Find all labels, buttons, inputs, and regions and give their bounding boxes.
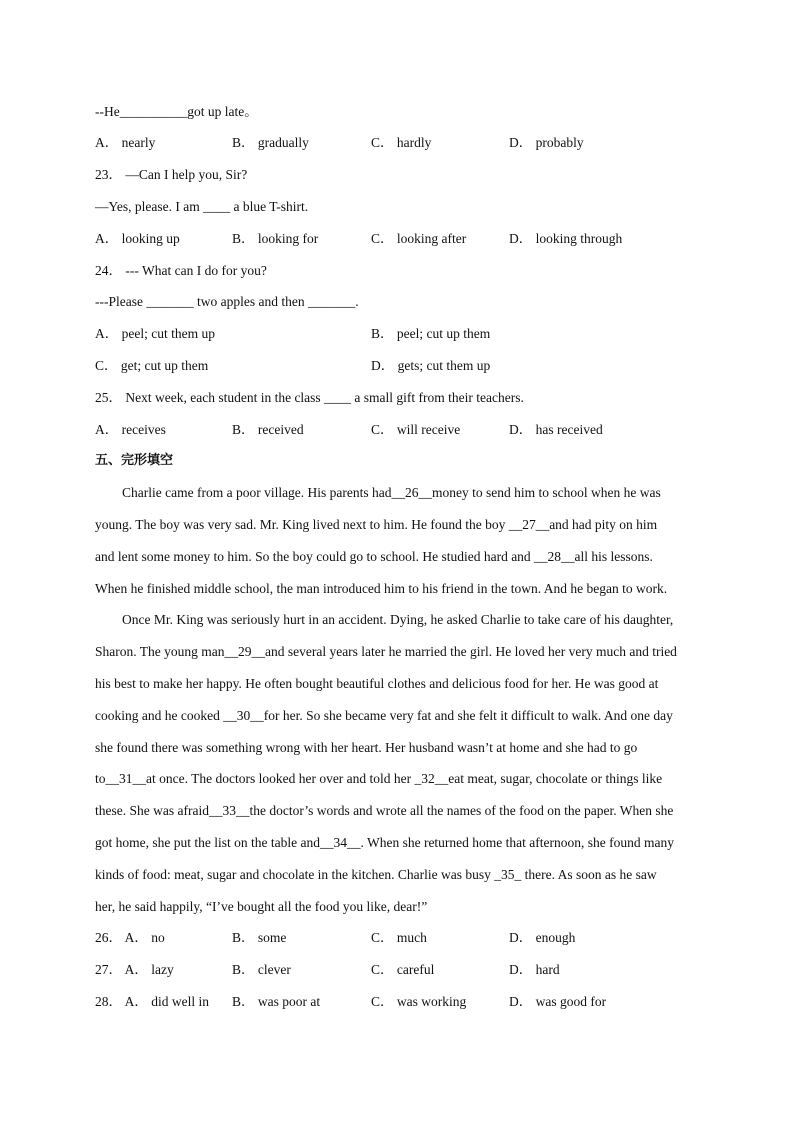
q24-option-c: C． get; cut up them	[95, 358, 209, 373]
passage-line: these. She was afraid__33__the doctor’s words and wrote all the names of the food on the paper. When she	[95, 803, 674, 818]
passage-line: Charlie came from a poor village. His parents had__26__money to send him to school when he was	[122, 485, 661, 500]
passage-line: her, he said happily, “I’ve bought all the food you like, dear!”	[95, 899, 428, 914]
q23-stem-2: —Yes, please. I am ____ a blue T-shirt.	[95, 199, 309, 214]
q23-stem-1: 23． —Can I help you, Sir?	[95, 167, 248, 182]
q23-option-d: D． looking through	[509, 231, 623, 246]
q24-option-b: B． peel; cut up them	[371, 326, 491, 341]
q23-option-b: B． looking for	[232, 231, 319, 246]
passage-line: to__31__at once. The doctors looked her over and told her _32__eat meat, sugar, chocolate or things like	[95, 771, 663, 786]
q24-stem-1: 24． --- What can I do for you?	[95, 263, 267, 278]
passage-line: got home, she put the list on the table and__34__. When she returned home that afternoon, she found many	[95, 835, 674, 850]
q22-option-a: A． nearly	[95, 135, 156, 150]
q28-option-c: C． was working	[371, 994, 467, 1009]
q25-stem: 25． Next week, each student in the class ____ a small gift from their teachers.	[95, 390, 524, 405]
passage-line: Sharon. The young man__29__and several years later he married the girl. He loved her very much and tried	[95, 644, 677, 659]
passage-line: his best to make her happy. He often bought beautiful clothes and delicious food for her. He was good at	[95, 676, 659, 691]
q26-option-c: C． much	[371, 930, 427, 945]
passage-line: young. The boy was very sad. Mr. King lived next to him. He found the boy __27__and had pity on him	[95, 517, 658, 532]
passage-line: kinds of food: meat, sugar and chocolate in the kitchen. Charlie was busy _35_ there. As soon as he saw	[95, 867, 657, 882]
q26-option-b: B． some	[232, 930, 287, 945]
q22-option-c: C． hardly	[371, 135, 432, 150]
passage-line: Once Mr. King was seriously hurt in an accident. Dying, he asked Charlie to take care of his daughter,	[122, 612, 674, 627]
q25-option-b: B． received	[232, 422, 304, 437]
q24-stem-2: ---Please _______ two apples and then _______.	[95, 294, 359, 309]
q22-option-b: B． gradually	[232, 135, 309, 150]
q28-option-d: D． was good for	[509, 994, 607, 1009]
q25-option-d: D． has received	[509, 422, 603, 437]
q27-option-d: D． hard	[509, 962, 560, 977]
passage-line: and lent some money to him. So the boy could go to school. He studied hard and __28__all his lessons.	[95, 549, 653, 564]
q27-option-b: B． clever	[232, 962, 291, 977]
q24-option-d: D． gets; cut them up	[371, 358, 491, 373]
passage-line: cooking and he cooked __30__for her. So she became very fat and she felt it difficult to walk. And one day	[95, 708, 673, 723]
q26-option-a: 26． A． no	[95, 930, 165, 945]
q28-option-b: B． was poor at	[232, 994, 321, 1009]
q23-option-a: A． looking up	[95, 231, 180, 246]
passage-line: When he finished middle school, the man introduced him to his friend in the town. And he began to work.	[95, 581, 668, 596]
q22-stem: --He__________got up late。	[95, 104, 258, 119]
q28-option-a: 28． A． did well in	[95, 994, 209, 1009]
q27-option-a: 27． A． lazy	[95, 962, 174, 977]
q22-option-d: D． probably	[509, 135, 584, 150]
q25-option-a: A． receives	[95, 422, 166, 437]
q26-option-d: D． enough	[509, 930, 576, 945]
q25-option-c: C． will receive	[371, 422, 461, 437]
section-title: 五、完形填空	[95, 453, 174, 468]
passage-line: she found there was something wrong with her heart. Her husband wasn’t at home and she had to go	[95, 740, 638, 755]
q27-option-c: C． careful	[371, 962, 435, 977]
q24-option-a: A． peel; cut them up	[95, 326, 215, 341]
q23-option-c: C． looking after	[371, 231, 467, 246]
